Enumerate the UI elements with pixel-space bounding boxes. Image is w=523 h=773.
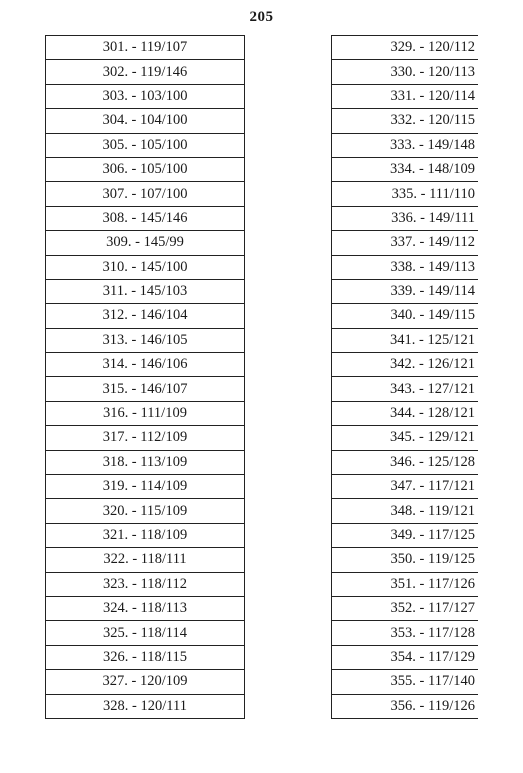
entry-row: 331. - 120/114 [332, 85, 478, 109]
entry-row: 318. - 113/109 [46, 451, 244, 475]
entry-row: 326. - 118/115 [46, 646, 244, 670]
entry-row: 329. - 120/112 [332, 36, 478, 60]
entry-row: 313. - 146/105 [46, 329, 244, 353]
entry-row: 343. - 127/121 [332, 377, 478, 401]
entry-row: 345. - 129/121 [332, 426, 478, 450]
entry-row: 304. - 104/100 [46, 109, 244, 133]
entry-row: 330. - 120/113 [332, 60, 478, 84]
entry-row: 308. - 145/146 [46, 207, 244, 231]
entry-row: 325. - 118/114 [46, 621, 244, 645]
entry-row: 319. - 114/109 [46, 475, 244, 499]
entry-row: 332. - 120/115 [332, 109, 478, 133]
entry-row: 344. - 128/121 [332, 402, 478, 426]
entry-row: 348. - 119/121 [332, 499, 478, 523]
entry-row: 302. - 119/146 [46, 60, 244, 84]
page-number: 205 [249, 9, 274, 25]
entry-row: 311. - 145/103 [46, 280, 244, 304]
entry-row: 349. - 117/125 [332, 524, 478, 548]
entry-row: 351. - 117/126 [332, 573, 478, 597]
entry-row: 324. - 118/113 [46, 597, 244, 621]
entry-row: 301. - 119/107 [46, 36, 244, 60]
entry-row: 354. - 117/129 [332, 646, 478, 670]
entry-row: 337. - 149/112 [332, 231, 478, 255]
entry-row: 323. - 118/112 [46, 573, 244, 597]
entry-row: 306. - 105/100 [46, 158, 244, 182]
entry-row: 315. - 146/107 [46, 377, 244, 401]
entry-row: 347. - 117/121 [332, 475, 478, 499]
entry-row: 346. - 125/128 [332, 451, 478, 475]
entry-row: 316. - 111/109 [46, 402, 244, 426]
entry-row: 322. - 118/111 [46, 548, 244, 572]
right-entry-column [331, 35, 478, 719]
entry-row: 341. - 125/121 [332, 329, 478, 353]
entry-row: 312. - 146/104 [46, 304, 244, 328]
entry-row: 320. - 115/109 [46, 499, 244, 523]
entry-row: 307. - 107/100 [46, 182, 244, 206]
entry-row: 350. - 119/125 [332, 548, 478, 572]
left-entry-column [45, 35, 245, 719]
entry-row: 317. - 112/109 [46, 426, 244, 450]
entry-row: 338. - 149/113 [332, 256, 478, 280]
entry-row: 314. - 146/106 [46, 353, 244, 377]
entry-row: 305. - 105/100 [46, 134, 244, 158]
entry-row: 352. - 117/127 [332, 597, 478, 621]
entry-row: 333. - 149/148 [332, 134, 478, 158]
entry-row: 339. - 149/114 [332, 280, 478, 304]
entry-row: 335. - 111/110 [332, 182, 478, 206]
entry-row: 340. - 149/115 [332, 304, 478, 328]
entry-row: 356. - 119/126 [332, 695, 478, 719]
entry-row: 303. - 103/100 [46, 85, 244, 109]
entry-row: 334. - 148/109 [332, 158, 478, 182]
entry-row: 342. - 126/121 [332, 353, 478, 377]
entry-row: 353. - 117/128 [332, 621, 478, 645]
entry-row: 327. - 120/109 [46, 670, 244, 694]
entry-row: 310. - 145/100 [46, 256, 244, 280]
entry-row: 321. - 118/109 [46, 524, 244, 548]
entry-row: 309. - 145/99 [46, 231, 244, 255]
entry-row: 355. - 117/140 [332, 670, 478, 694]
entry-row: 336. - 149/111 [332, 207, 478, 231]
entry-row: 328. - 120/111 [46, 695, 244, 719]
